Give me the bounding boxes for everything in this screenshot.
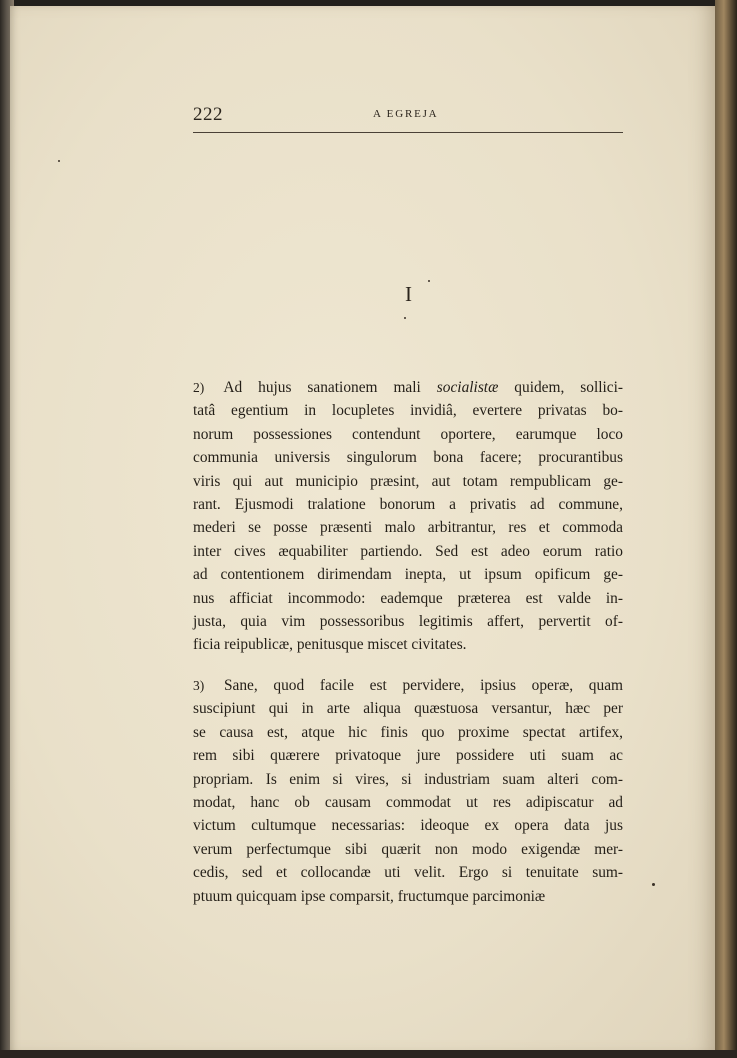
text-segment: modat, hanc ob causam commodat ut res adipiscatur ad (193, 794, 623, 812)
text-segment: nus afficiat incommodo: eademque præterea est valde in- (193, 589, 623, 607)
text-segment: ptuum quicquam ipse comparsit, fructumque parcimoniæ (193, 887, 546, 905)
text-line (193, 587, 623, 610)
text-line (193, 697, 623, 720)
text-line (193, 423, 623, 446)
paper-speck (58, 160, 60, 162)
text-line (193, 516, 623, 539)
text-line (193, 838, 623, 861)
text-segment: victum cultumque necessarias: ideoque ex opera data jus (193, 817, 623, 835)
paragraph-number: 2) (193, 380, 205, 395)
text-segment: Sane, quod facile est pervidere, ipsius operæ, quam (223, 677, 623, 694)
text-line (193, 633, 623, 656)
text-line (193, 791, 623, 814)
text-line (193, 610, 623, 633)
page-number: 222 (193, 104, 223, 125)
text-line (193, 493, 623, 516)
text-line (193, 563, 623, 586)
text-line (193, 861, 623, 884)
text-segment: se causa est, atque hic finis quo proxime spectat artifex, (193, 723, 623, 741)
header-rule (193, 132, 623, 133)
scan-bottom-edge (0, 1050, 737, 1058)
text-segment: rant. Ejusmodi tralatione bonorum a privatis ad commune, (193, 496, 623, 514)
paragraph-3 (193, 674, 623, 908)
paper-speck (404, 317, 406, 319)
running-header (193, 104, 623, 126)
text-line (193, 540, 623, 563)
text-segment: rem sibi quærere privatoque jure possidere uti suam ac (193, 747, 623, 765)
text-line (193, 768, 623, 791)
paper-speck (652, 883, 655, 886)
text-line (193, 814, 623, 837)
text-segment: inter cives æquabiliter partiendo. Sed est adeo eorum ratio (193, 542, 623, 560)
text-segment: justa, quia vim possessoribus legitimis affert, pervertit of- (193, 613, 623, 631)
text-segment: viris qui aut municipio præsint, aut totam rempublicam ge- (193, 472, 623, 490)
paragraph-2 (193, 376, 623, 657)
running-title: A EGREJA (373, 108, 439, 120)
text-segment: cedis, sed et collocandæ uti velit. Ergo si tenuitate sum- (193, 864, 623, 882)
text-line (193, 721, 623, 744)
text-line (193, 399, 623, 422)
text-segment: ficia reipublicæ, penitusque miscet civitates. (193, 636, 467, 654)
text-segment: tatâ egentium in locupletes invidiâ, evertere privatas bo- (193, 402, 623, 420)
text-segment: mederi se posse præsenti malo arbitrantur, res et commoda (193, 519, 623, 537)
text-segment: norum possessiones contendunt oportere, earumque loco (193, 425, 623, 443)
paper-speck (428, 280, 430, 282)
text-line (193, 446, 623, 469)
text-segment: propriam. Is enim si vires, si industriam suam alteri com- (193, 770, 623, 788)
text-line (193, 376, 623, 399)
text-segment: suscipiunt qui in arte aliqua quæstuosa versantur, hæc per (193, 700, 623, 718)
paragraph-number: 3) (193, 678, 205, 693)
text-line (193, 744, 623, 767)
text-segment: communia universis singulorum bona facere; procurantibus (193, 449, 623, 467)
text-segment: Ad hujus sanationem mali (223, 379, 437, 396)
text-segment: quidem, sollici- (498, 379, 624, 396)
text-segment: ad contentionem dirimendam inepta, ut ipsum opificum ge- (193, 566, 623, 584)
section-numeral: I (405, 282, 412, 306)
text-line (193, 470, 623, 493)
emphasized-term: socialistæ (436, 379, 499, 396)
book-fore-edge (715, 0, 737, 1058)
text-line (193, 885, 623, 908)
text-segment: verum perfectumque sibi quærit non modo exigendæ mer- (193, 840, 623, 858)
text-line (193, 674, 623, 697)
